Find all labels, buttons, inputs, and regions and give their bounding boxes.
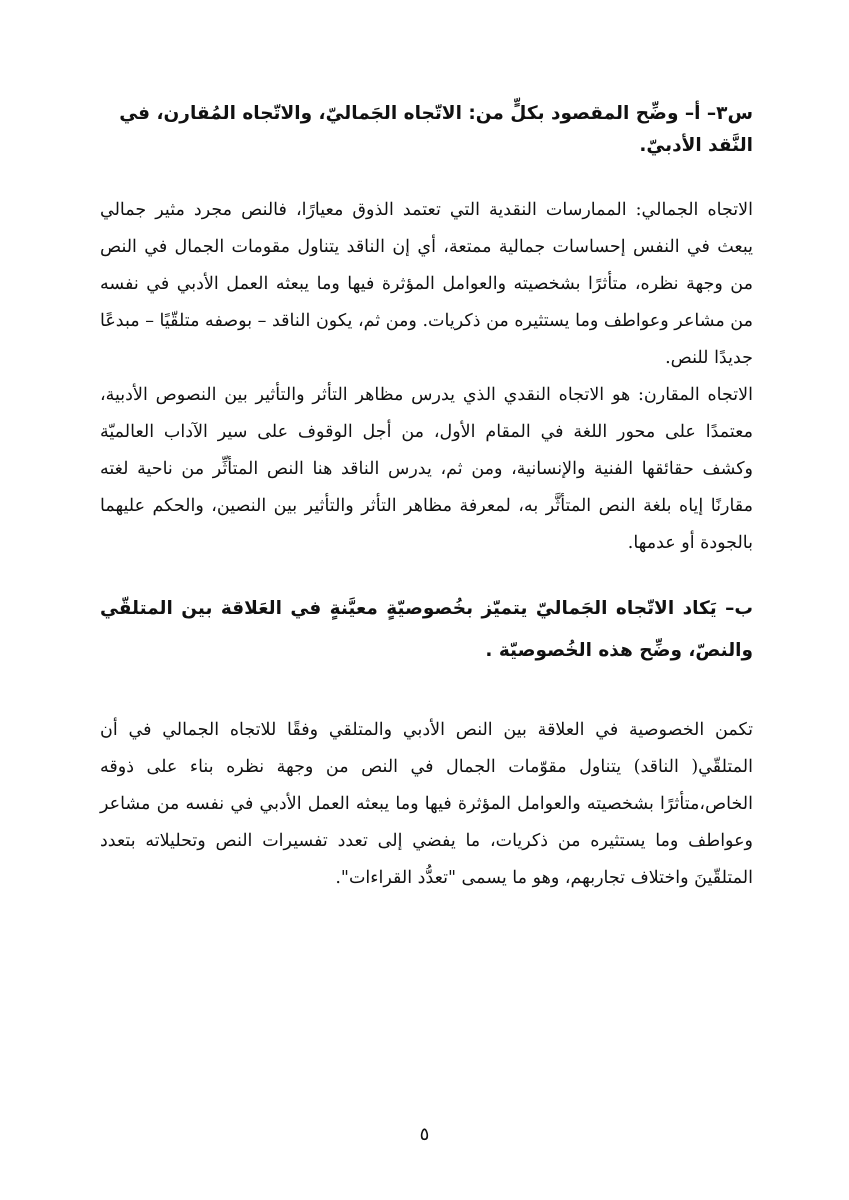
question-b-heading: ب– يَكاد الاتّجاه الجَماليّ يتميّز بخُصوصيّةٍ معيَّنةٍ في العَلاقة بين المتلقّي والنصّ، وضِّح هذه الخُصوصيّة .	[100, 598, 753, 661]
question-a-heading: س٣– أ– وضِّح المقصود بكلٍّ من: الاتّجاه الجَماليّ، والاتّجاه المُقارن، في النَّقد الأدبيّ.	[119, 103, 753, 156]
page-number: ٥	[419, 1124, 430, 1145]
question-b-answer: تكمن الخصوصية في العلاقة بين النص الأدبي والمتلقي وفقًا للاتجاه الجمالي في أن المتلقّي( الناقد) يتناول مقوّمات الجمال في النص من وجهة نظره بناء على ذوقه الخاص،متأثرًا بشخصيته والعوامل المؤثرة فيها وما يبعثه العمل الأدبي في نفسه من مشاعر وعواطف وما يستثيره من ذكريات، ما يفضي إلى تعدد تفسيرات النص وتحليلاته بتعدد المتلقّينَ واختلاف تجاربهم، وهو ما يسمى "تعدُّد القراءات".	[100, 720, 753, 888]
comparative-approach-definition: الاتجاه المقارن: هو الاتجاه النقدي الذي يدرس مظاهر التأثر والتأثير بين النصوص الأدبية، معتمدًا على محور اللغة في المقام الأول، من أجل الوقوف على سير الآداب العالميّة وكشف حقائقها الفنية والإنسانية، ومن ثم، يدرس الناقد هنا النص المتأثِّر من ناحية لغته مقارنًا إياه بلغة النص المتأثَّر به، لمعرفة مظاهر التأثر والتأثير بين النصين، والحكم عليهما بالجودة أو عدمها.	[100, 385, 753, 553]
document-page	[100, 98, 753, 897]
aesthetic-approach-definition: الاتجاه الجمالي: الممارسات النقدية التي تعتمد الذوق معيارًا، فالنص مجرد مثير جمالي يبعث في النفس إحساسات جمالية ممتعة، أي إن الناقد يتناول مقومات الجمال في النص من وجهة نظره، متأثرًا بشخصيته والعوامل المؤثرة فيها وما يبعثه العمل الأدبي في نفسه من مشاعر وعواطف وما يستثيره من ذكريات. ومن ثم، يكون الناقد – بوصفه متلقّيًا – مبدعًا جديدًا للنص.	[100, 200, 753, 368]
